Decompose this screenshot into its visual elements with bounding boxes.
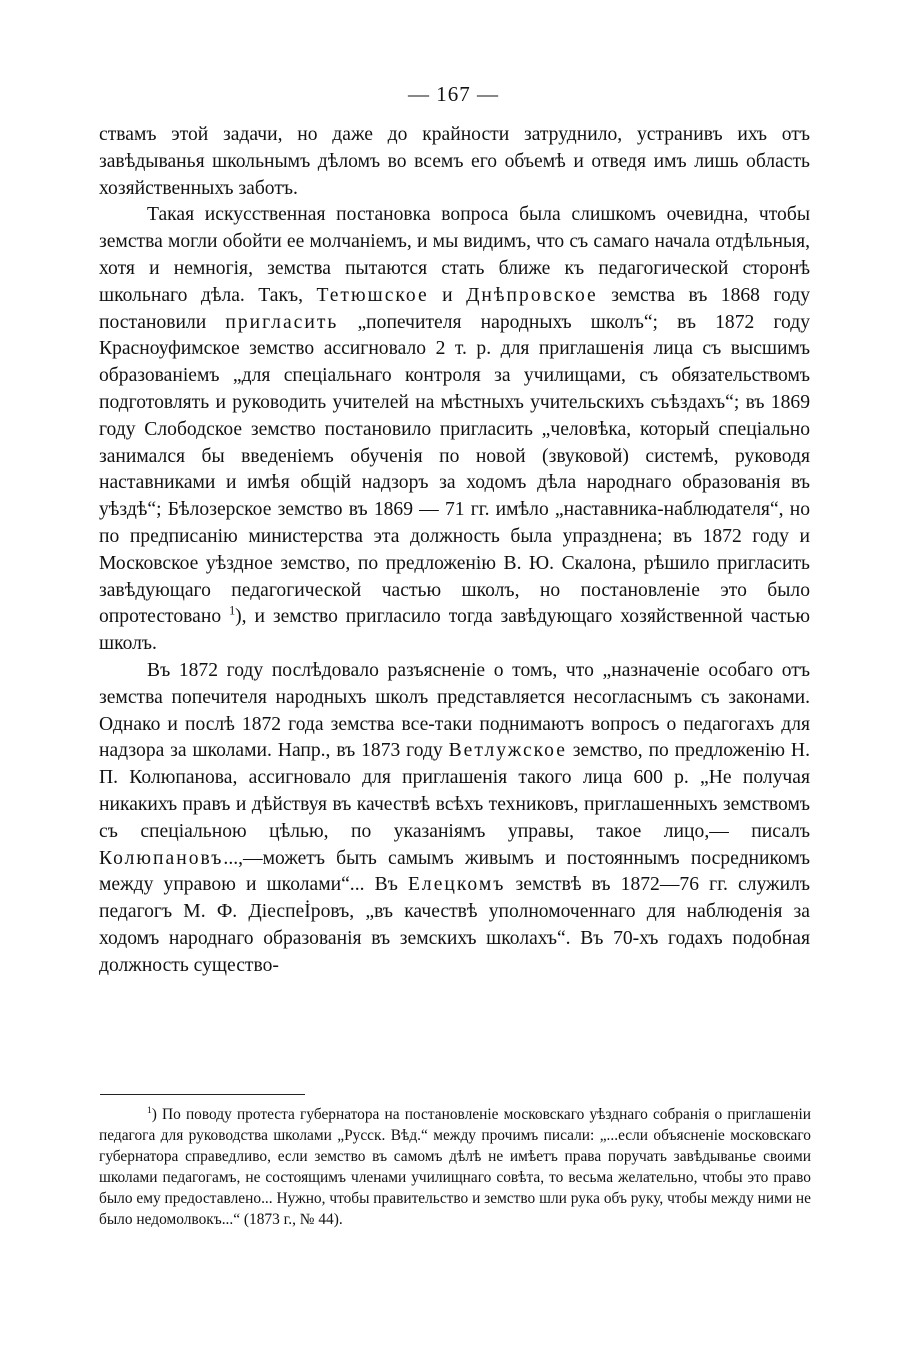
- page-number: — 167 —: [408, 82, 499, 106]
- paragraph-continuation: ствамъ этой задачи, но даже до крайности затруднило, устранивъ ихъ отъ завѣдыванья школьнымъ дѣломъ во всемъ его объемѣ и отведя имъ лишь область хозяйственныхъ заботъ.: [99, 124, 810, 199]
- paragraph-clarification-1872: [99, 658, 810, 980]
- text-run: и: [428, 284, 467, 306]
- paragraph-zemstvo-initiatives: [99, 202, 810, 658]
- footnote-marker: 1: [147, 1104, 152, 1116]
- emphasized-place-name: Ветлужское: [448, 740, 567, 762]
- footnote-text: ) По поводу протеста губернатора на постановленіе московскаго уѣзднаго собранія о приглашеніи педагога для руководства школами „Русск. Вѣд.“ между прочимъ писали: „...если объясненіе московскаго губернатора справедливо, если земство въ самомъ дѣлѣ не имѣетъ права поручать завѣдыванье своими школами педагогамъ, не состоящимъ членами училищнаго совѣта, то весьма желательно, чтобы это право было ему предоставлено... Нужно, чтобы правительство и земство шли рука объ руку, чтобы между ними не было недомолвокъ...“ (1873 г., № 44).: [99, 1106, 811, 1228]
- emphasized-word: пригласить: [225, 311, 339, 333]
- text-run: земствѣ въ 1872—76 гг. служилъ педагогъ М. Ф. Діеспеİровъ, „въ качествѣ уполномоченнаго для наблюденія за ходомъ народнаго образованія въ земскихъ школахъ“. Въ 70-хъ годахъ подобная должность существо-: [99, 874, 810, 976]
- text-run: „попечителя народныхъ школъ“; въ 1872 году Красноуфимское земство ассигновало 2 т. р. для приглашенія лица съ высшимъ образованіемъ „для спеціальнаго контроля за училищами, съ обязательствомъ подготовлять и руководить учителей на мѣстныхъ учительскихъ съѣздахъ“; въ 1869 году Слободское земство постановило пригласить „человѣка, который спеціально занимался бы введеніемъ обученія по новой (звуковой) системѣ, руководя наставниками и имѣя общій надзоръ за ходомъ дѣла народнаго образованія въ уѣздѣ“; Бѣлозерское земство въ 1869 — 71 гг. имѣло „наставника-наблюдателя“, но по предписанію министерства эта должность была упразднена; въ 1872 году и Московское уѣздное земство, по предложенію В. Ю. Скалона, рѣшило пригласить завѣдующаго педагогической частью школъ, но постановленіе это было опротестовано: [99, 311, 810, 628]
- footnote-reference[interactable]: 1: [229, 603, 236, 618]
- emphasized-place-name: Тетюшское: [316, 284, 429, 306]
- footnote-divider: [100, 1094, 305, 1095]
- emphasized-name: Колюпановъ: [99, 847, 224, 869]
- text-run: Въ 1872 году послѣдовало разъясненіе о томъ, что „назначеніе особаго отъ земства попечителя народныхъ школъ представляется несогласнымъ съ законами. Однако и послѣ 1872 года земства все-таки поднимаютъ вопросъ о педагогахъ для надзора за школами. Напр., въ 1873 году: [99, 659, 810, 762]
- main-text: [99, 122, 810, 980]
- text-run: ...,—можетъ быть самымъ живымъ и постояннымъ посредникомъ между управою и школами“... Въ: [99, 847, 810, 896]
- emphasized-place-name: Елецкомъ: [407, 874, 506, 896]
- footnote: [99, 1104, 811, 1230]
- text-run: Такая искусственная постановка вопроса была слишкомъ очевидна, чтобы земства могли обойти ее молчаніемъ, и мы видимъ, что съ самаго начала отдѣльныя, хотя и немногія, земства пытаются стать ближе къ педагогической сторонѣ школьнаго дѣла. Такъ,: [99, 204, 810, 306]
- text-run: ), и земство пригласило тогда завѣдующаго хозяйственной частью школъ.: [99, 606, 810, 655]
- text-run: земство, по предложенію Н. П. Колюпанова, ассигновало для приглашенія такого лица 600 р. „Не получая никакихъ правъ и дѣйствуя въ качествѣ всѣхъ техниковъ, приглашенныхъ земствомъ съ спеціальною цѣлью, по указаніямъ управы, такое лицо,— писалъ: [99, 740, 810, 842]
- text-run: земства въ 1868 году постановили: [99, 284, 810, 333]
- emphasized-place-name: Днѣпровское: [466, 284, 598, 306]
